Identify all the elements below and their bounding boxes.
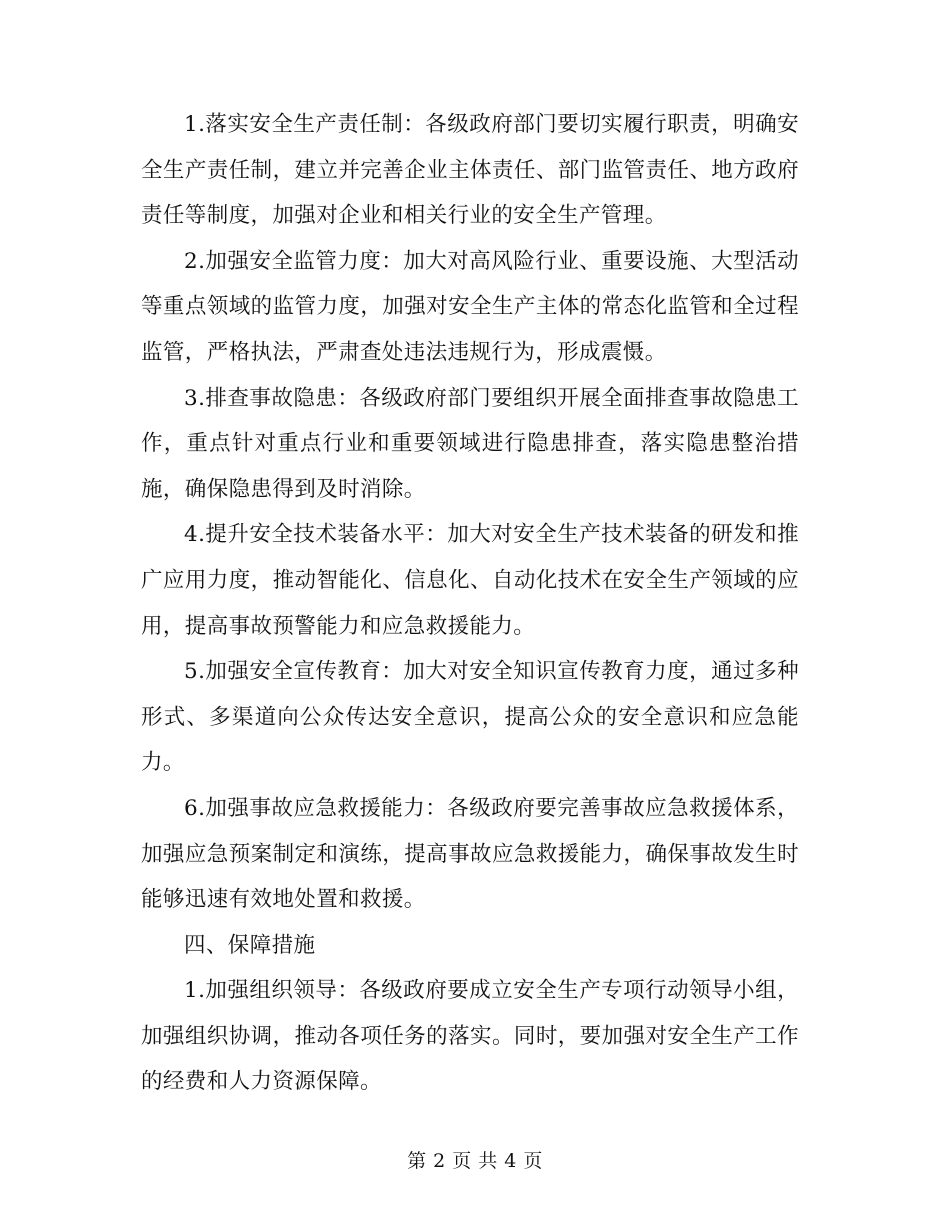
page-number-footer: 第 2 页 共 4 页 xyxy=(407,1150,543,1172)
document-body xyxy=(141,102,799,1105)
paragraph-emergency-rescue: 6.加强事故应急救援能力：各级政府要完善事故应急救援体系，加强应急预案制定和演练，提高事故应急救援能力，确保事故发生时能够迅速有效地处置和救援。 xyxy=(141,795,799,913)
paragraph-responsibility-system: 1.落实安全生产责任制：各级政府部门要切实履行职责，明确安全生产责任制，建立并完善企业主体责任、部门监管责任、地方政府责任等制度，加强对企业和相关行业的安全生产管理。 xyxy=(141,112,799,229)
section-heading-safeguards: 四、保障措施 xyxy=(184,932,316,958)
paragraph-organization-leadership: 1.加强组织领导：各级政府要成立安全生产专项行动领导小组，加强组织协调，推动各项任务的落实。同时，要加强对安全生产工作的经费和人力资源保障。 xyxy=(141,978,799,1095)
paragraph-supervision-strength: 2.加强安全监管力度：加大对高风险行业、重要设施、大型活动等重点领域的监管力度，加强对安全生产主体的常态化监管和全过程监管，严格执法，严肃查处违法违规行为，形成震慑。 xyxy=(141,248,799,365)
paragraph-technical-equipment: 4.提升安全技术装备水平：加大对安全生产技术装备的研发和推广应用力度，推动智能化、信息化、自动化技术在安全生产领域的应用，提高事故预警能力和应急救援能力。 xyxy=(141,522,799,639)
paragraph-safety-education: 5.加强安全宣传教育：加大对安全知识宣传教育力度，通过多种形式、多渠道向公众传达安全意识，提高公众的安全意识和应急能力。 xyxy=(141,659,799,776)
paragraph-hazard-inspection: 3.排查事故隐患：各级政府部门要组织开展全面排查事故隐患工作，重点针对重点行业和重要领域进行隐患排查，落实隐患整治措施，确保隐患得到及时消除。 xyxy=(141,385,799,502)
